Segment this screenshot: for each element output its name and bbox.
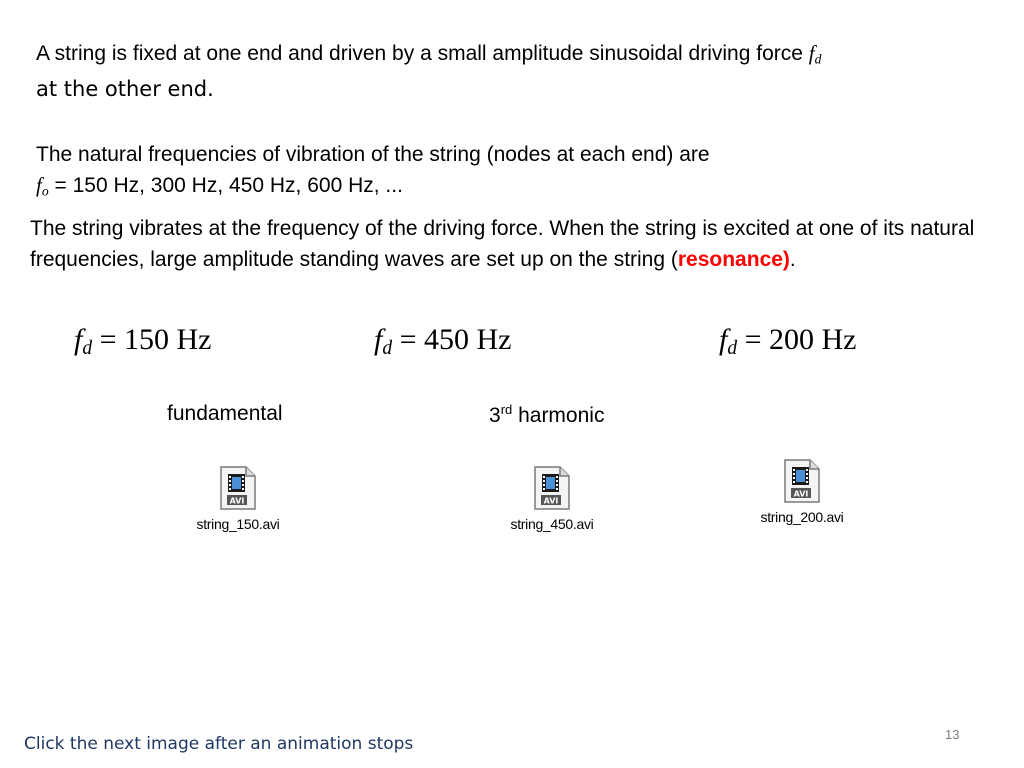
avi-file-icon [783, 459, 821, 503]
eq-symbol: f [374, 323, 383, 356]
file-name[interactable]: string_450.avi [510, 516, 594, 532]
video-file-150[interactable] [178, 466, 298, 532]
intro-text: A string is fixed at one end and driven by a small amplitude sinusoidal driving force [36, 42, 809, 65]
resonance-paragraph [30, 213, 1000, 275]
driving-force-subscript: d [814, 51, 822, 67]
eq-subscript: d [382, 337, 393, 359]
eq-subscript: d [82, 337, 93, 359]
eq-value: = 200 Hz [737, 323, 857, 356]
resonance-text-end: . [789, 248, 796, 271]
avi-file-icon [219, 466, 257, 510]
harmonic-number: 3 [489, 404, 501, 427]
eq-value: = 450 Hz [392, 323, 512, 356]
harmonic-word: harmonic [512, 404, 605, 427]
natural-frequency-values: = 150 Hz, 300 Hz, 450 Hz, 600 Hz, ... [48, 174, 403, 197]
file-name[interactable]: string_150.avi [196, 516, 280, 532]
eq-symbol: f [719, 323, 728, 356]
resonance-highlight: resonance) [677, 248, 790, 271]
avi-badge: AVI [543, 496, 559, 506]
eq-symbol: f [74, 323, 83, 356]
equation-150 [74, 322, 212, 367]
harmonic-suffix: rd [500, 402, 513, 417]
equation-450 [374, 322, 512, 367]
eq-subscript: d [727, 337, 738, 359]
slide-number: 13 [945, 727, 960, 742]
natural-frequency-symbol: f [36, 173, 42, 197]
natural-frequency-subscript: o [41, 183, 49, 199]
video-file-200[interactable] [742, 459, 862, 525]
video-file-450[interactable] [492, 466, 612, 532]
avi-badge: AVI [229, 496, 245, 506]
intro-text-2: at the other end. [36, 77, 214, 102]
label-third-harmonic [489, 402, 604, 428]
natural-frequencies-paragraph [36, 139, 996, 206]
file-name[interactable]: string_200.avi [760, 509, 844, 525]
label-fundamental: fundamental [167, 402, 283, 425]
footer-instruction: Click the next image after an animation stops [24, 734, 414, 754]
driving-force-symbol: f [808, 41, 815, 65]
eq-value: = 150 Hz [92, 323, 212, 356]
equation-200 [719, 322, 857, 367]
resonance-text: The string vibrates at the frequency of the driving force. When the string is excited at one of its natural frequencies, large amplitude standing waves are set up on the string ( [30, 217, 975, 271]
intro-paragraph [36, 38, 1006, 105]
avi-file-icon [533, 466, 571, 510]
avi-badge: AVI [793, 489, 809, 499]
natural-frequencies-text: The natural frequencies of vibration of the string (nodes at each end) are [36, 143, 710, 166]
